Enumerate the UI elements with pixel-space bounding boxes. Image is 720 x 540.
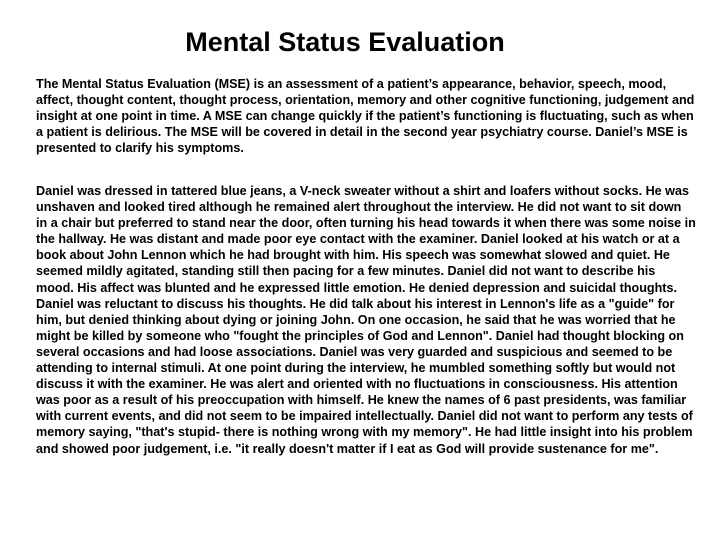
daniel-mse-paragraph: Daniel was dressed in tattered blue jeans, a V-neck sweater without a shirt and loafers without socks. He was unshaven and looked tired although he remained alert throughout the interview. He did not want to sit down in a chair but preferred to stand near the door, often turning his head towards it when there was some noise in the hallway. He was distant and made poor eye contact with the examiner. Daniel looked at his watch or at a book about John Lennon which he had brought with him. His speech was somewhat slowed and quiet. He seemed mildly agitated, standing still then pacing for a few minutes. Daniel did not want to describe his mood. His affect was blunted and he expressed little emotion. He denied depression and suicidal thoughts. Daniel was reluctant to discuss his thoughts. He did talk about his interest in Lennon's life as a "guide" for him, but denied thinking about dying or joining John. On one occasion, he said that he was worried that he might be killed by someone who "fought the principles of God and Lennon". Daniel had thought blocking on several occasions and had loose associations. Daniel was very guarded and suspicious and seemed to be attending to internal stimuli. At one point during the interview, he mumbled something softly but would not discuss it with the examiner. He was alert and oriented with no fluctuations in consciousness. His attention was poor as a result of his preoccupation with himself. He knew the names of 6 past presidents, was familiar with current events, and did not seem to be impaired intellectually. Daniel did not want to perform any tests of memory saying, "that's stupid- there is nothing wrong with my memory". He had little insight into his problem and showed poor judgement, i.e. "it really doesn't matter if I eat as God will provide sustenance for me". [36,184,696,456]
mse-intro-paragraph: The Mental Status Evaluation (MSE) is an assessment of a patient’s appearance, behavior, speech, mood, affect, thought content, thought process, orientation, memory and other cognitive functioning, judgement and insight at one point in time. A MSE can change quickly if the patient’s functioning is fluctuating, such as when a patient is delirious. The MSE will be covered in detail in the second year psychiatry course. Daniel’s MSE is presented to clarify his symptoms. [36,77,695,156]
slide-title: Mental Status Evaluation [185,27,505,57]
